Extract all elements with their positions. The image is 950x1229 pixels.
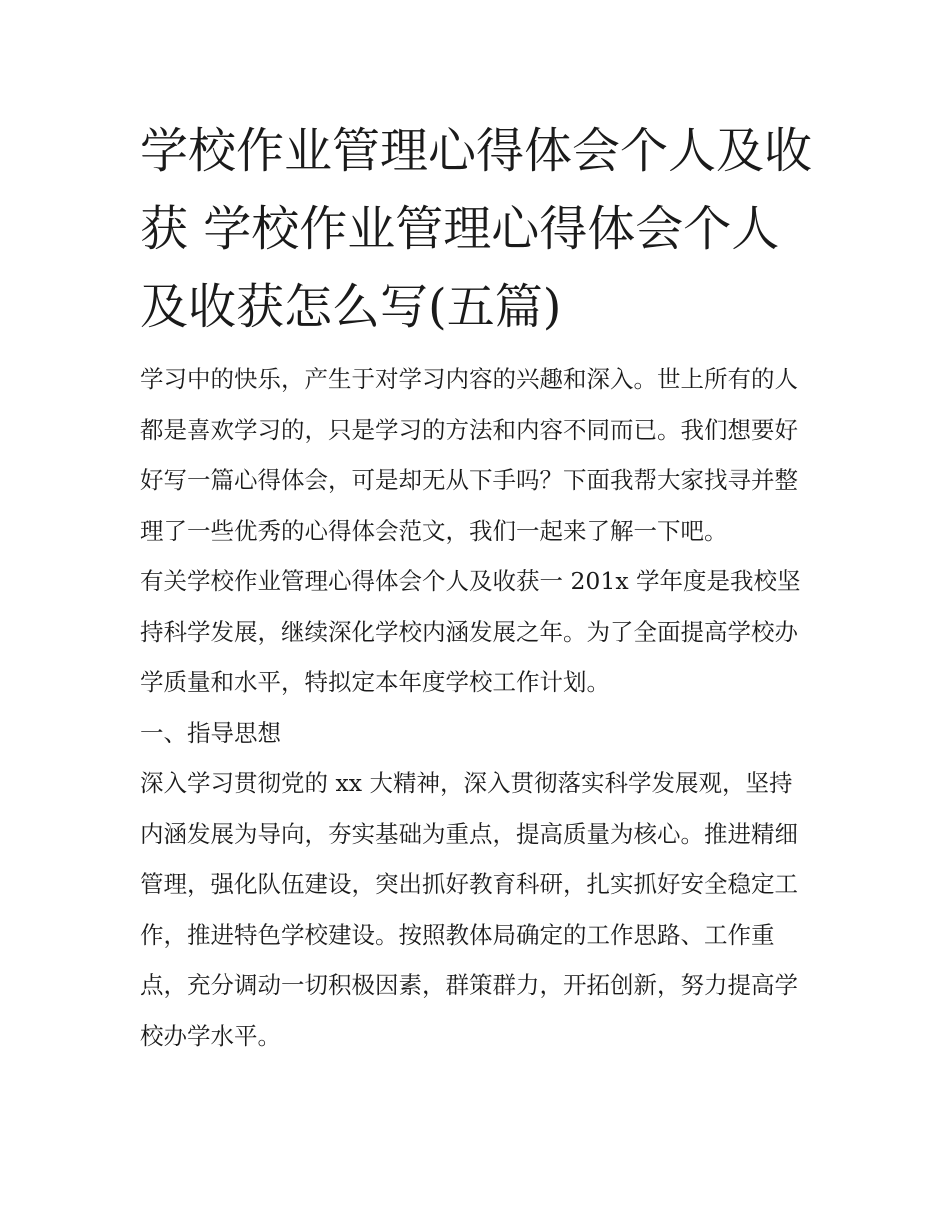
section-heading-guiding-thought: 一、指导思想	[140, 718, 281, 747]
guiding-thought-paragraph: 深入学习贯彻党的 xx 大精神，深入贯彻落实科学发展观，坚持内涵发展为导向，夯实基础为重点，提高质量为核心。推进精细管理，强化队伍建设，突出抓好教育科研，扎实抓好安全稳定工作，推进特色学校建设。按照教体局确定的工作思路、工作重点，充分调动一切积极因素，群策群力，开拓创新，努力提高学校办学水平。	[140, 769, 798, 1050]
document-page	[140, 112, 812, 1061]
intro-paragraph: 学习中的快乐，产生于对学习内容的兴趣和深入。世上所有的人都是喜欢学习的，只是学习的方法和内容不同而已。我们想要好好写一篇心得体会，可是却无从下手吗？下面我帮大家找寻并整理了一些优秀的心得体会范文，我们一起来了解一下吧。	[140, 365, 798, 545]
section-one-intro-paragraph: 有关学校作业管理心得体会个人及收获一 201x 学年度是我校坚持科学发展，继续深化学校内涵发展之年。为了全面提高学校办学质量和水平，特拟定本年度学校工作计划。	[140, 567, 801, 696]
document-title: 学校作业管理心得体会个人及收获 学校作业管理心得体会个人及收获怎么写(五篇)	[140, 123, 813, 335]
